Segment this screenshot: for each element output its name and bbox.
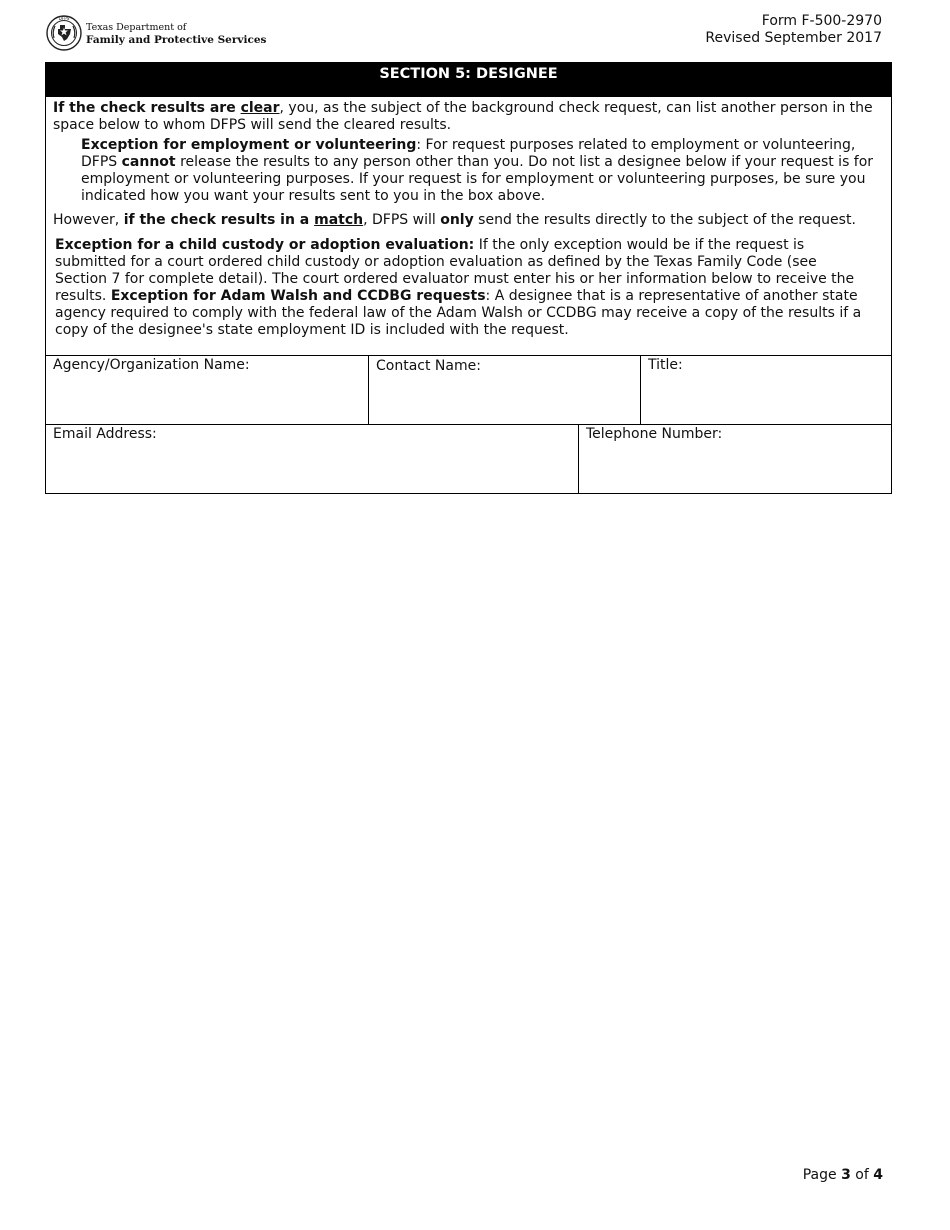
contact-name-label: Contact Name: (376, 358, 481, 374)
telephone-field[interactable] (585, 462, 885, 488)
designee-row-2 (46, 424, 891, 494)
email-cell[interactable] (46, 425, 578, 494)
agency-name-label: Agency/Organization Name: (53, 357, 250, 373)
clear-results-paragraph: If the check results are clear, you, as the subject of the background check request, can list another person in the space below to whom DFPS will send the cleared results. (53, 100, 873, 133)
title-cell[interactable] (640, 356, 891, 424)
email-label: Email Address: (53, 426, 157, 442)
svg-text:DFPS: DFPS (58, 16, 70, 22)
contact-name-cell[interactable] (368, 356, 640, 424)
dfps-seal-icon (46, 14, 82, 52)
page-header (0, 0, 950, 62)
custody-exception-paragraph: Exception for a child custody or adoption evaluation: If the only exception would be if the request is submitted for a court ordered child custody or adoption evaluation as defined by the Texas Family Code (see Section 7 for complete detail). The court ordered evaluator must enter his or her information below to receive the results. Exception for Adam Walsh and CCDBG requests: A designee that is a representative of another state agency required to comply with the federal law of the Adam Walsh or CCDBG may receive a copy of the results if a copy of the designee's state employment ID is included with the request. (55, 237, 862, 338)
email-field[interactable] (52, 462, 572, 488)
agency-name-cell[interactable] (46, 356, 368, 424)
page-number: Page 3 of 4 (802, 1167, 883, 1183)
telephone-label: Telephone Number: (586, 426, 723, 442)
revised-date: Revised September 2017 (705, 30, 882, 46)
contact-name-field[interactable] (375, 392, 634, 418)
title-field[interactable] (647, 392, 885, 418)
agency-name (86, 21, 266, 47)
section-title: SECTION 5: DESIGNEE (46, 63, 891, 97)
agency-line-2: Family and Protective Services (86, 34, 267, 46)
form-identifier (705, 13, 882, 47)
telephone-cell[interactable] (578, 425, 891, 494)
section-5-box (45, 62, 892, 494)
agency-name-field[interactable] (52, 392, 362, 418)
designee-row-1 (46, 355, 891, 424)
employment-exception-paragraph: Exception for employment or volunteering: For request purposes related to employment or volunteering, DFPS cannot release the results to any person other than you. Do not list a designee below if your request is for employment or volunteering purposes. If your request is for employment or volunteering purposes, be sure you indicated how you want your results sent to you in the box above. (81, 137, 874, 204)
title-label: Title: (648, 357, 683, 373)
match-results-paragraph: However, if the check results in a match, DFPS will only send the results directly to the subject of the request. (53, 212, 856, 228)
form-number: Form F-500-2970 (761, 13, 882, 29)
agency-line-1: Texas Department of (86, 22, 187, 33)
